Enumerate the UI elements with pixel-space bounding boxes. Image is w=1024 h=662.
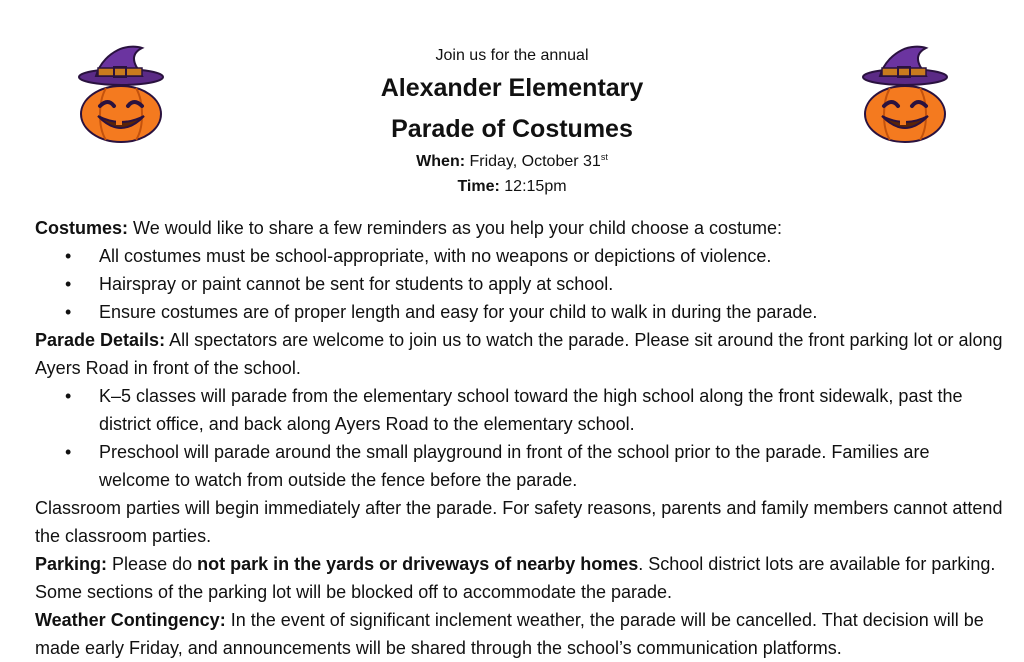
list-item: • K–5 classes will parade from the elementary school toward the high school along the front sidewalk, past the district office, and back along Ayers Road to the elementary school. [35,382,1010,438]
parade-details-text: All spectators are welcome to join us to watch the parade. Please sit around the front parking lot or along Ayers Road in front of the school. [35,330,1003,378]
parking-bold-text: not park in the yards or driveways of nearby homes [197,554,639,574]
costumes-paragraph [35,214,1010,242]
costumes-list [35,242,1010,326]
parking-text-before: Please do [112,554,193,574]
weather-label: Weather Contingency: [35,610,226,630]
when-suffix: st [600,152,608,162]
costumes-text: We would like to share a few reminders as you help your child choose a costume: [133,218,783,238]
list-item: • Ensure costumes are of proper length and easy for your child to walk in during the parade. [35,298,1010,326]
time-line [0,178,1024,196]
intro-text: Join us for the annual [435,47,589,64]
list-item: • All costumes must be school-appropriate, with no weapons or depictions of violence. [35,242,1010,270]
time-value: 12:15pm [504,178,567,195]
when-line [0,152,1024,171]
parade-details-label: Parade Details: [35,330,166,350]
parade-details-list [35,382,1010,494]
list-item: • Preschool will parade around the small playground in front of the school prior to the parade. Families are welcome to watch from outside the fence before the parade. [35,438,1010,494]
costumes-label: Costumes: [35,218,129,238]
page-title-line1: Alexander Elementary [380,74,644,102]
parking-label: Parking: [35,554,108,574]
parking-paragraph [35,550,1010,606]
parking-text-after: . School district lots are available for parking. Some sections of the parking lot will be blocked off to accommodate the parade. [35,554,996,602]
parade-details-paragraph [35,326,1010,382]
time-label: Time: [457,178,500,195]
classroom-paragraph: Classroom parties will begin immediately after the parade. For safety reasons, parents and family members cannot attend the classroom parties. [35,498,1003,546]
when-value: Friday, October 31 [469,153,601,170]
weather-paragraph [35,606,1010,662]
flyer-body [35,214,1010,662]
weather-text: In the event of significant inclement weather, the parade will be cancelled. That decision will be made early Friday, and announcements will be shared through the school’s communication platforms. [35,610,984,658]
page-title-line2: Parade of Costumes [391,115,633,143]
list-item: • Hairspray or paint cannot be sent for students to apply at school. [35,270,1010,298]
when-label: When: [416,153,466,170]
